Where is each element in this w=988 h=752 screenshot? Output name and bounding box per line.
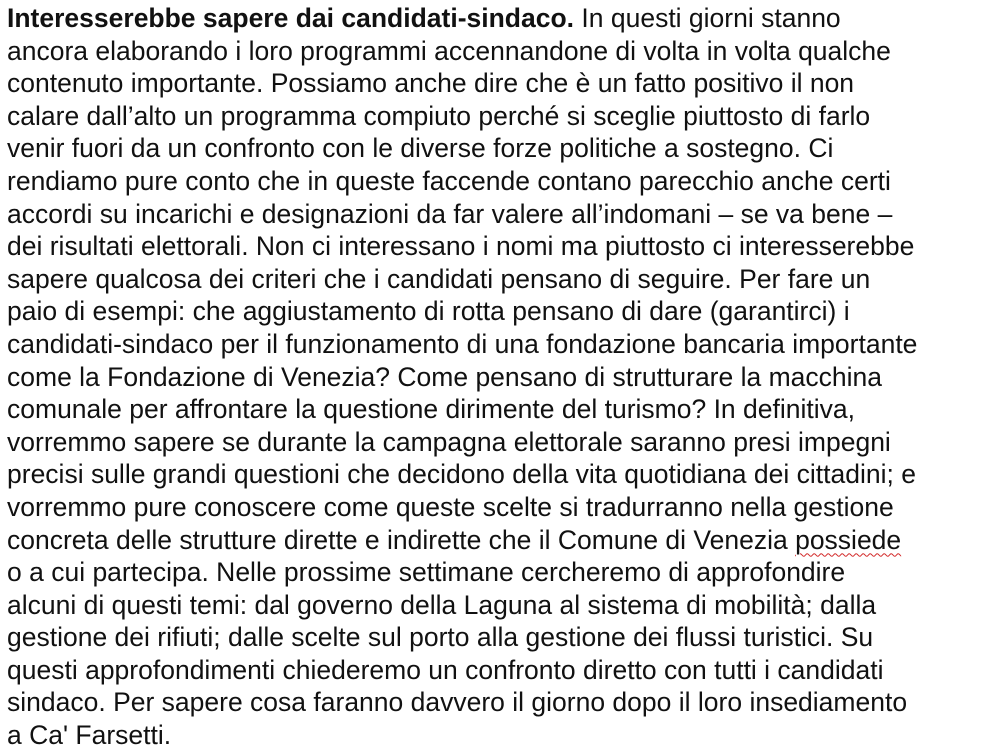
text-line-14: vorremmo sapere se durante la campagna elettorale saranno presi impegni — [7, 426, 891, 457]
text-line-3: contenuto importante. Possiamo anche dire che è un fatto positivo il non — [7, 68, 855, 99]
text-line-10: paio di esempi: che aggiustamento di rotta pensano di dare (garantirci) i — [7, 296, 850, 327]
line-17-text: concreta delle strutture dirette e indirette che il Comune di Venezia — [7, 524, 796, 555]
text-line-1 — [7, 2, 982, 35]
line-1-text: In questi giorni stanno — [574, 3, 841, 33]
text-line-19: alcuni di questi temi: dal governo della Laguna al sistema di mobilità; dalla — [7, 589, 877, 620]
text-line-15: precisi sulle grandi questioni che decidono della vita quotidiana dei cittadini; e — [7, 459, 916, 490]
paragraph-heading: Interesserebbe sapere dai candidati-sindaco. — [7, 3, 575, 33]
text-line-5: venir fuori da un confronto con le diverse forze politiche a sostegno. Ci — [7, 133, 834, 164]
text-line-18: o a cui partecipa. Nelle prossime settimane cercheremo di approfondire — [7, 557, 846, 588]
text-line-4: calare dall’alto un programma compiuto perché si sceglie piuttosto di farlo — [7, 100, 871, 131]
text-line-12: come la Fondazione di Venezia? Come pensano di strutturare la macchina — [7, 361, 883, 392]
text-line-20: gestione dei rifiuti; dalle scelte sul porto alla gestione dei flussi turistici. Su — [7, 622, 874, 653]
text-line-9: sapere qualcosa dei criteri che i candidati pensano di seguire. Per fare un — [7, 263, 871, 294]
spellcheck-flagged-word[interactable]: possiede — [795, 524, 902, 555]
text-line-16: vorremmo pure conoscere come queste scelte si tradurranno nella gestione — [7, 491, 894, 522]
text-line-17 — [7, 524, 982, 557]
text-line-2: ancora elaborando i loro programmi accennandone di volta in volta qualche — [7, 35, 891, 66]
document-body[interactable] — [7, 2, 982, 752]
text-line-8: dei risultati elettorali. Non ci interessano i nomi ma piuttosto ci interesserebbe — [7, 231, 915, 262]
text-line-7: accordi su incarichi e designazioni da far valere all’indomani – se va bene – — [7, 198, 893, 229]
text-line-11: candidati-sindaco per il funzionamento di una fondazione bancaria importante — [7, 328, 918, 359]
text-line-13: comunale per affrontare la questione dirimente del turismo? In definitiva, — [7, 394, 855, 425]
text-line-22: sindaco. Per sapere cosa faranno davvero il giorno dopo il loro insediamento — [7, 687, 908, 718]
text-line-21: questi approfondimenti chiederemo un confronto diretto con tutti i candidati — [7, 654, 884, 685]
text-line-6: rendiamo pure conto che in queste faccende contano parecchio anche certi — [7, 165, 891, 196]
text-line-23: a Ca' Farsetti. — [7, 720, 172, 751]
